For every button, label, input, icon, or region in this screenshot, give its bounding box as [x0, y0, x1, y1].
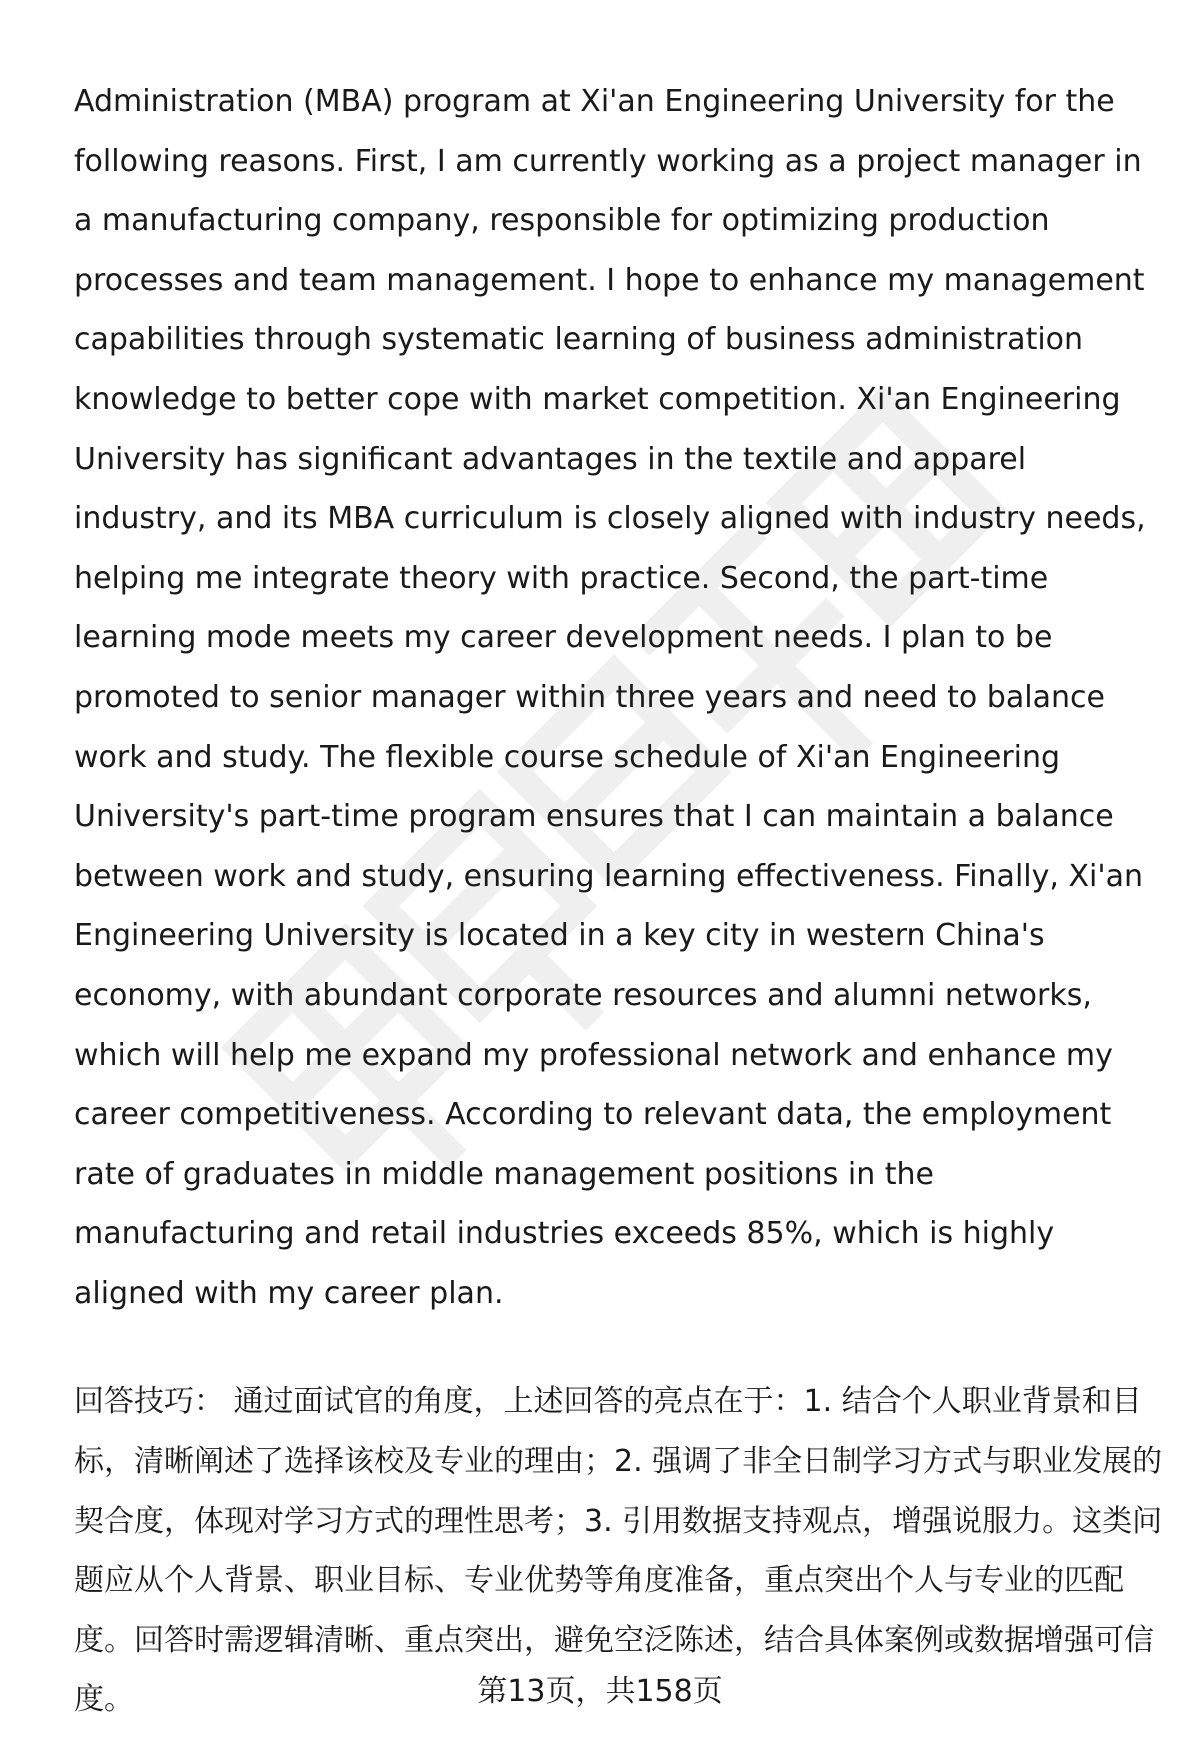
document-body	[74, 72, 1164, 1730]
answer-paragraph: Administration (MBA) program at Xi'an Engineering University for the following reasons. First, I am currently working as a project manager in a manufacturing company, responsible for optimizing production processes and team management. I hope to enhance my management capabilities through systematic learning of business administration knowledge to better cope with market competition. Xi'an Engineering University has significant advantages in the textile and apparel industry, and its MBA curriculum is closely aligned with industry needs, helping me integrate theory with practice. Second, the part-time learning mode meets my career development needs. I plan to be promoted to senior manager within three years and need to balance work and study. The flexible course schedule of Xi'an Engineering University's part-time program ensures that I can maintain a balance between work and study, ensuring learning effectiveness. Finally, Xi'an Engineering University is located in a key city in western China's economy, with abundant corporate resources and alumni networks, which will help me expand my professional network and enhance my career competitiveness. According to relevant data, the employment rate of graduates in middle management positions in the manufacturing and retail industries exceeds 85%, which is highly aligned with my career plan.	[74, 84, 1146, 1311]
page-number: 第13页，共158页	[477, 1674, 723, 1709]
tips-label: 回答技巧：	[74, 1384, 224, 1420]
tips-text: 通过面试官的角度，上述回答的亮点在于：1. 结合个人职业背景和目标，清晰阐述了选择该校及专业的理由；2. 强调了非全日制学习方式与职业发展的契合度，体现对学习方式的理性思考；3. 引用数据支持观点，增强说服力。这类问题应从个人背景、职业目标、专业优势等角度准备，重点突出个人与专业的匹配度。回答时需逻辑清晰、重点突出，避免空泛陈述，结合具体案例或数据增强可信度。	[74, 1384, 1163, 1718]
